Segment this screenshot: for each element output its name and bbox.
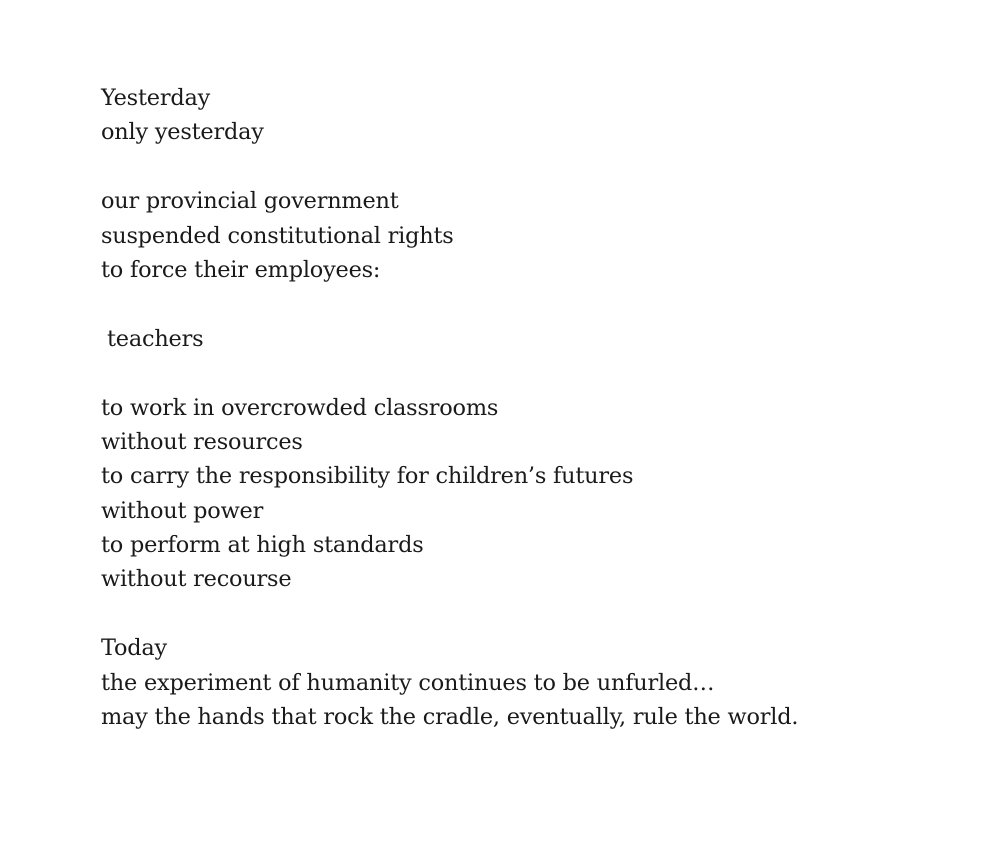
poem-line: Today [101,635,168,662]
stanza-1 [101,81,961,150]
stanza-4 [101,391,961,597]
poem-line: without recourse [101,566,292,593]
poem-line: to perform at high standards [101,532,424,559]
poem-line: to force their employees: [101,256,381,283]
poem-line: without resources [101,428,303,455]
poem-line: to carry the responsibility for children’s futures [101,463,634,490]
poem-line: teachers [107,325,204,352]
stanza-3 [101,322,961,356]
poem-line: our provincial government [101,188,399,215]
poem-line: the experiment of humanity continues to be unfurled… [101,669,715,696]
poem-line: Yesterday [101,85,211,111]
poem-line: only yesterday [101,119,264,146]
poem-line: without power [101,497,264,524]
stanza-5 [101,631,961,734]
poem-line: suspended constitutional rights [101,222,454,249]
poem-body [101,81,961,769]
stanza-2 [101,184,961,287]
poem-line: to work in overcrowded classrooms [101,394,499,421]
poem-line: may the hands that rock the cradle, eventually, rule the world. [101,704,799,731]
